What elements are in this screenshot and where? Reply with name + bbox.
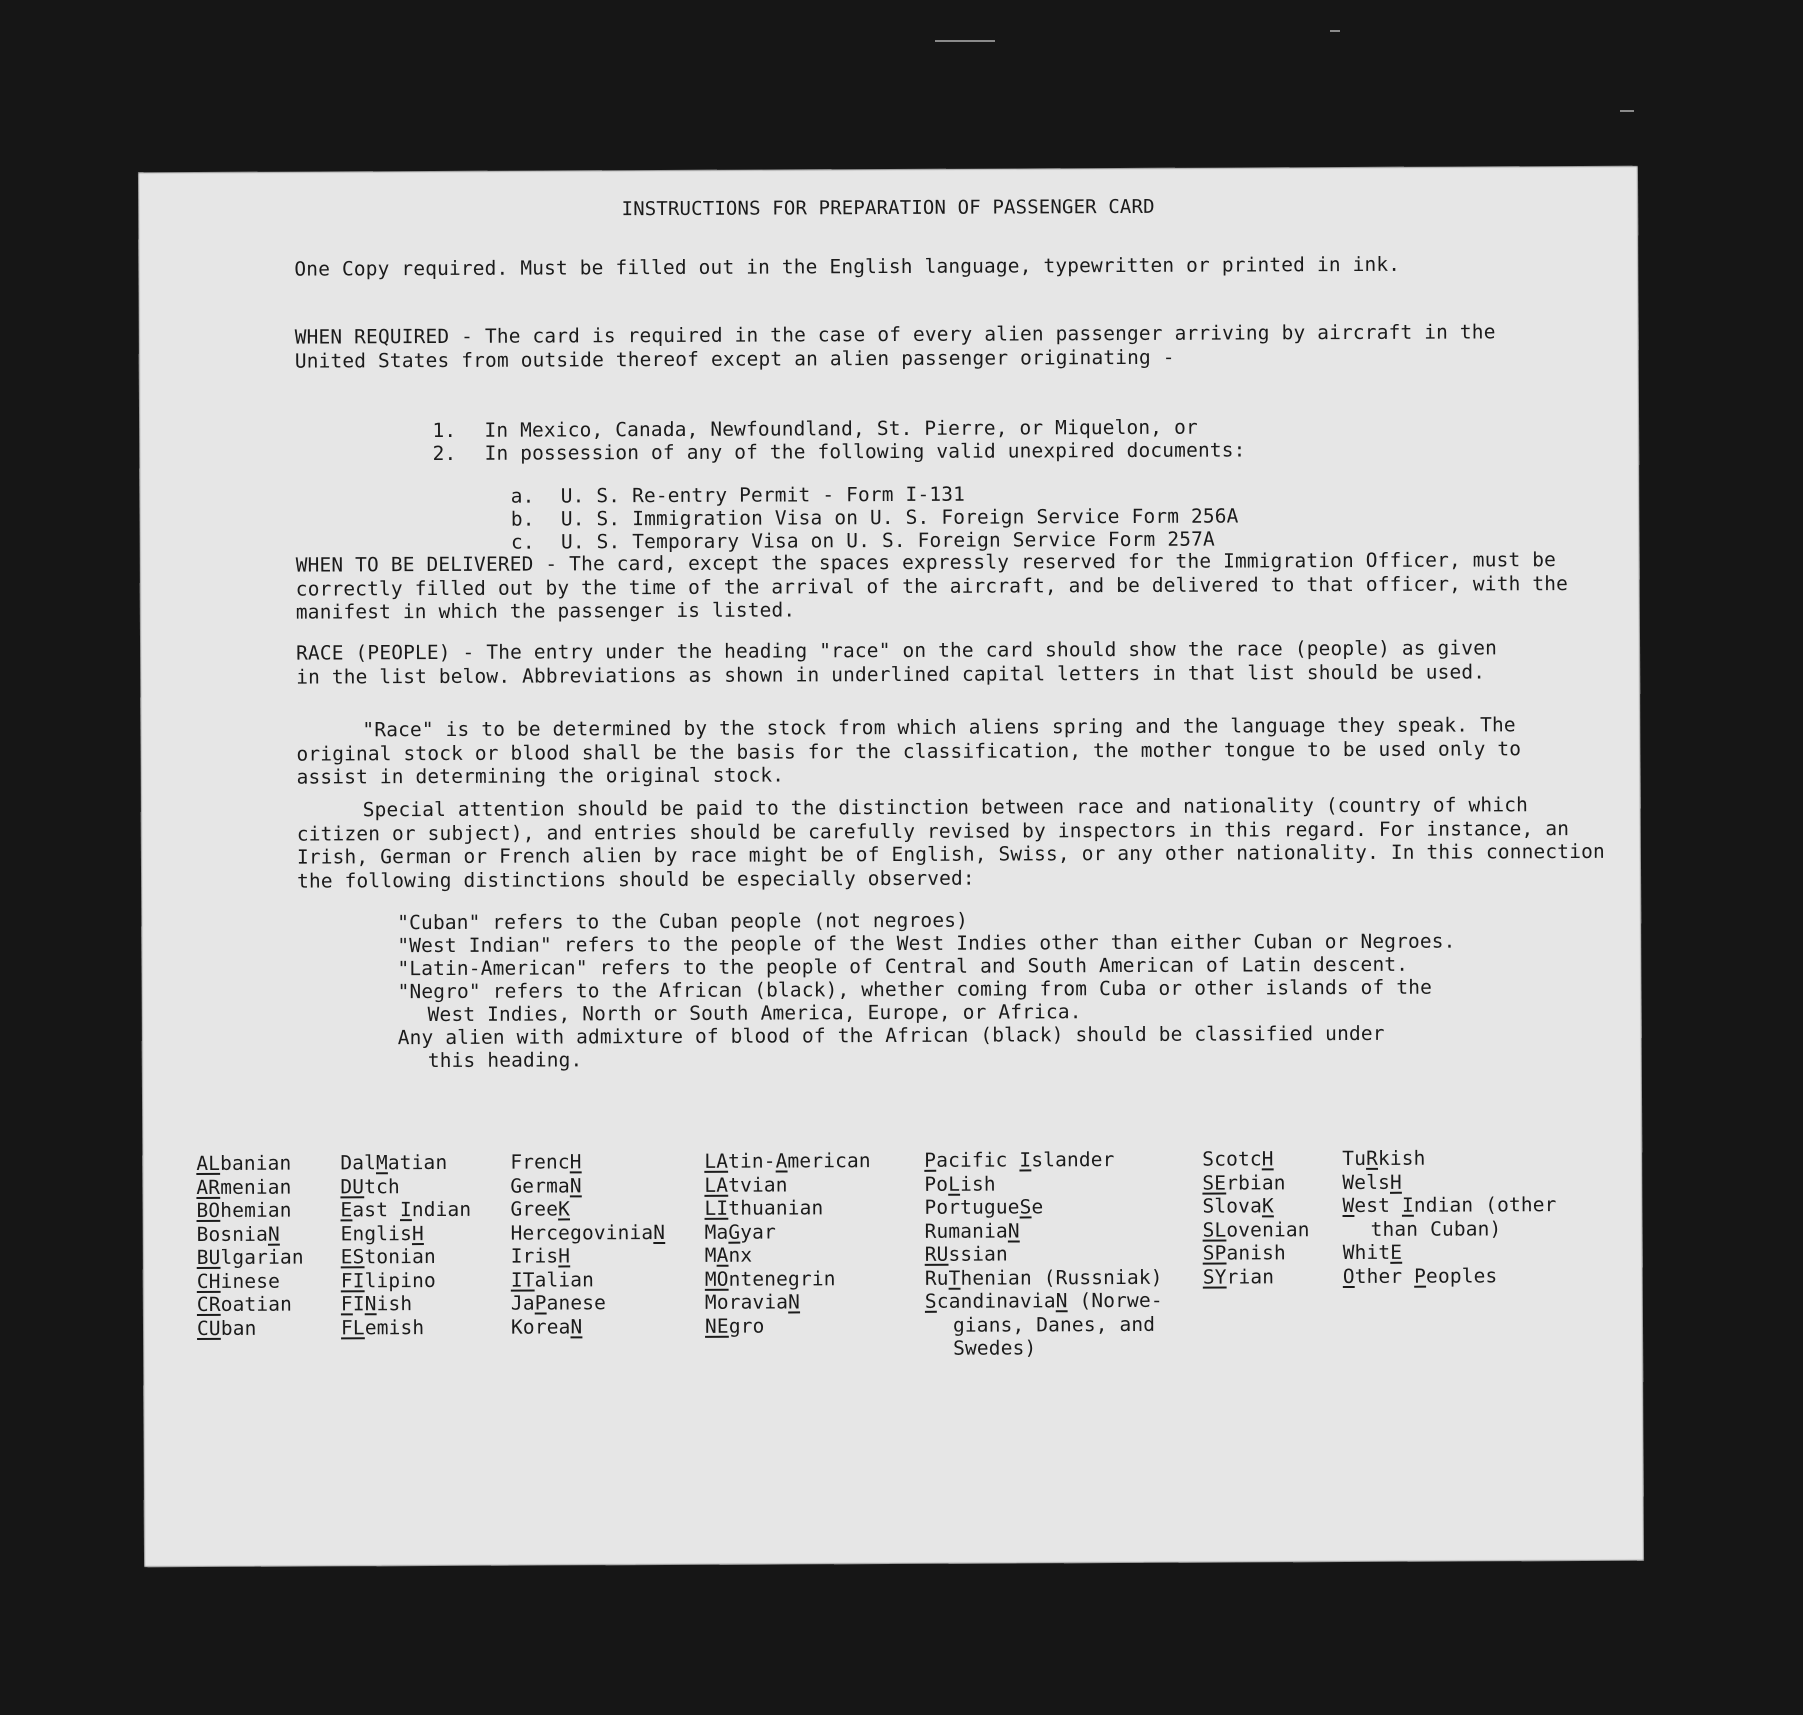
distinction-line: "Negro" refers to the African (black), whether coming from Cuba or other islands of the <box>397 975 1433 1004</box>
race-name-part: Moravia <box>704 1290 789 1314</box>
race-entry <box>704 1173 871 1197</box>
race-entry <box>705 1314 872 1338</box>
document-letter: b. <box>510 507 535 531</box>
race-column-6 <box>1202 1147 1310 1288</box>
race-abbreviation: N <box>569 1173 582 1197</box>
race-entry <box>924 1195 1162 1220</box>
race-entry <box>197 1316 304 1340</box>
distinction-line: West Indies, North or South America, Europe, or Africa. <box>427 1000 1082 1027</box>
race-name-part: ish <box>960 1172 996 1196</box>
race-name-part: ndian <box>411 1197 472 1222</box>
race-name-part: anish <box>1226 1241 1286 1265</box>
race-name-part: tonian <box>364 1244 436 1269</box>
document-text: U. S. Immigration Visa on U. S. Foreign Service Form 256A <box>560 503 1239 530</box>
race-name-part: est <box>1354 1193 1402 1217</box>
scan-mark <box>1620 110 1634 112</box>
race-name-part: oatian <box>220 1292 293 1316</box>
race-entry <box>196 1152 303 1176</box>
race-abbreviation: BO <box>196 1198 221 1223</box>
race-name-part: Ja <box>510 1291 535 1315</box>
race-abbreviation: LA <box>704 1149 729 1173</box>
race-entry <box>1202 1171 1309 1195</box>
race-entry <box>340 1174 471 1198</box>
race-entry <box>1343 1240 1557 1264</box>
race-abbreviation: L <box>948 1172 961 1196</box>
race-abbreviation: H <box>1261 1147 1274 1171</box>
race-entry <box>1343 1264 1557 1288</box>
race-column-2 <box>340 1151 472 1340</box>
race-name-part: ssian <box>948 1242 1008 1266</box>
race-abbreviation: H <box>569 1150 582 1174</box>
race-abbreviation: I <box>399 1198 412 1222</box>
race-column-7 <box>1342 1146 1557 1288</box>
race-entry-continuation: Swedes) <box>953 1336 1037 1360</box>
race-abbreviation: SE <box>1202 1171 1227 1195</box>
race-abbreviation: SP <box>1202 1241 1227 1265</box>
race-name-part: Hercegovinia <box>510 1220 654 1245</box>
race-name-part: ban <box>220 1316 257 1340</box>
race-name-part: Ru <box>924 1266 949 1290</box>
race-definition-paragraph: "Race" is to be determined by the stock from which aliens spring and the language they speak. The original stock or blood shall be the basis for the classification, the mother tongue to be used only to assist in determining the original stock. <box>296 713 1522 789</box>
scan-mark <box>1330 30 1340 32</box>
race-entry <box>704 1149 871 1173</box>
race-abbreviation: G <box>728 1220 741 1244</box>
exception-number: 2. <box>432 441 457 465</box>
race-name-part: Rumania <box>924 1218 1008 1243</box>
race-abbreviation: N <box>267 1222 280 1246</box>
race-name-part: gro <box>728 1314 765 1338</box>
scan-mark <box>935 40 995 42</box>
race-entry <box>511 1220 666 1244</box>
race-name-part: menian <box>220 1175 292 1199</box>
race-name-part: Bosnia <box>196 1222 268 1246</box>
race-name-part: inese <box>220 1269 281 1293</box>
exception-number: 1. <box>432 418 457 442</box>
race-name-part: e <box>1031 1195 1044 1219</box>
race-entry <box>925 1265 1163 1290</box>
race-abbreviation: LA <box>704 1173 729 1197</box>
race-column-5 <box>924 1148 1163 1361</box>
document-page <box>138 166 1644 1568</box>
race-entry <box>1202 1194 1309 1218</box>
race-abbreviation: SL <box>1202 1218 1227 1242</box>
race-entry <box>341 1315 472 1339</box>
race-entry <box>704 1196 871 1220</box>
race-entry <box>341 1245 472 1269</box>
race-entry <box>1203 1241 1310 1265</box>
race-entry <box>1202 1147 1309 1171</box>
race-abbreviation: I <box>1401 1193 1414 1217</box>
race-abbreviation: DU <box>340 1174 365 1198</box>
race-abbreviation: N <box>1007 1218 1020 1242</box>
race-name-part: anese <box>546 1291 607 1315</box>
race-abbreviation: P <box>924 1148 937 1172</box>
race-abbreviation: M <box>375 1151 388 1175</box>
document-text: U. S. Re-entry Permit - Form I-131 <box>560 482 966 507</box>
race-name-part: acific <box>936 1148 1020 1172</box>
race-entry <box>340 1198 471 1222</box>
race-name-part: atian <box>387 1150 448 1175</box>
race-abbreviation: K <box>1261 1194 1274 1218</box>
race-abbreviation: FL <box>340 1315 365 1339</box>
race-abbreviation: T <box>948 1266 961 1290</box>
race-abbreviation: A <box>775 1149 788 1173</box>
race-name-part: lipino <box>364 1268 436 1292</box>
race-abbreviation: H <box>1389 1170 1402 1194</box>
race-entry <box>196 1175 303 1199</box>
race-entry <box>341 1292 472 1316</box>
race-abbreviation: N <box>364 1292 377 1316</box>
race-entry <box>924 1171 1162 1196</box>
race-name-part: tvian <box>728 1172 788 1197</box>
distinction-line: "West Indian" refers to the people of the West Indies other than either Cuban or Negroes. <box>397 929 1456 958</box>
race-abbreviation: E <box>340 1198 353 1222</box>
special-attention-paragraph: Special attention should be paid to the distinction between race and nationality (country of which citizen or subject), and entries should be carefully revised by inspectors in this regard. For instance, an Irish, German or French alien by race might be of English, Swiss, or any other nationality. In this connection the following distinctions should be especially observed: <box>296 793 1605 893</box>
race-name-part: I <box>352 1292 365 1316</box>
race-name-part: Tu <box>1342 1146 1367 1171</box>
race-name-part: Frenc <box>510 1150 570 1174</box>
document-letter: a. <box>510 484 535 508</box>
race-name-part: eoples <box>1425 1263 1498 1288</box>
race-name-part: Wels <box>1342 1170 1390 1194</box>
race-entry <box>340 1151 471 1175</box>
race-entry <box>196 1199 303 1223</box>
race-heading-paragraph: RACE (PEOPLE) - The entry under the heading "race" on the card should show the race (people) as given in the list below. Abbreviations as shown in underlined capital letters in that list should be used. <box>296 636 1497 689</box>
race-name-part: Dal <box>340 1151 377 1175</box>
race-entry <box>925 1289 1163 1314</box>
race-name-part: nx <box>728 1243 753 1267</box>
race-name-part: Ma <box>704 1220 729 1244</box>
race-name-part: merican <box>787 1149 871 1173</box>
race-abbreviation: I <box>1019 1148 1032 1172</box>
race-name-part: banian <box>220 1151 292 1175</box>
race-entry <box>925 1242 1163 1267</box>
race-name-part: Scotc <box>1202 1147 1262 1171</box>
race-entry <box>510 1150 665 1174</box>
race-name-part: tch <box>364 1174 400 1198</box>
distinction-line: "Cuban" refers to the Cuban people (not negroes) <box>397 908 969 935</box>
race-abbreviation: BU <box>196 1245 221 1270</box>
race-name-part: Slova <box>1202 1194 1262 1218</box>
race-abbreviation: E <box>1390 1240 1403 1264</box>
race-abbreviation: W <box>1342 1193 1355 1218</box>
race-name-part: rbian <box>1226 1170 1286 1195</box>
race-entry <box>197 1293 304 1317</box>
race-name-part: Po <box>924 1172 949 1196</box>
race-entry-continuation: than Cuban) <box>1370 1216 1502 1241</box>
race-entry <box>705 1243 872 1267</box>
race-abbreviation: N <box>653 1220 666 1244</box>
race-abbreviation: N <box>570 1314 583 1338</box>
race-name-part: M <box>704 1243 717 1267</box>
race-name-part: slander <box>1031 1148 1115 1172</box>
race-abbreviation: CH <box>196 1269 221 1293</box>
race-entry <box>197 1246 304 1270</box>
race-entry <box>510 1197 665 1221</box>
race-abbreviation: P <box>1414 1264 1427 1288</box>
race-name-part: tin- <box>728 1149 776 1173</box>
race-name-part: (Norwe- <box>1067 1288 1163 1313</box>
race-abbreviation: MO <box>704 1267 729 1291</box>
race-entry <box>705 1220 872 1244</box>
intro-paragraph: One Copy required. Must be filled out in the English language, typewritten or printed in ink. <box>294 252 1401 281</box>
race-abbreviation: N <box>1055 1289 1068 1313</box>
document-text: U. S. Temporary Visa on U. S. Foreign Service Form 257A <box>560 527 1215 553</box>
race-abbreviation: H <box>558 1244 571 1268</box>
race-name-part: alian <box>534 1267 595 1292</box>
race-name-part: candinavia <box>936 1289 1056 1313</box>
race-abbreviation: LI <box>704 1196 729 1220</box>
race-name-part: ther <box>1354 1264 1415 1288</box>
race-abbreviation: SY <box>1202 1265 1227 1289</box>
race-entry <box>197 1269 304 1293</box>
race-abbreviation: F <box>340 1292 353 1316</box>
race-name-part: henian (Russniak) <box>960 1265 1163 1290</box>
race-entry <box>341 1221 472 1245</box>
race-name-part: ovenian <box>1226 1217 1310 1242</box>
race-name-part: Korea <box>510 1314 571 1339</box>
exception-text: In Mexico, Canada, Newfoundland, St. Pierre, or Miquelon, or <box>484 415 1198 442</box>
race-name-part: lgarian <box>220 1245 304 1269</box>
race-name-part: Gree <box>510 1197 559 1221</box>
race-entry <box>705 1267 872 1291</box>
race-name-part: ish <box>376 1292 413 1316</box>
race-abbreviation: AL <box>196 1151 221 1176</box>
race-entry-continuation: gians, Danes, and <box>952 1312 1156 1337</box>
document-body <box>138 166 1644 1568</box>
race-name-part: ntenegrin <box>728 1266 836 1291</box>
race-name-part: emish <box>364 1315 425 1339</box>
race-entry <box>925 1218 1163 1243</box>
race-abbreviation: A <box>716 1243 729 1267</box>
race-name-part: Iris <box>510 1244 559 1268</box>
race-entry <box>1203 1218 1310 1242</box>
race-entry <box>341 1268 472 1292</box>
race-entry <box>924 1148 1162 1173</box>
race-name-part: ast <box>352 1198 400 1222</box>
race-abbreviation: CR <box>196 1292 221 1317</box>
race-entry <box>511 1267 666 1291</box>
exception-text: In possession of any of the following valid unexpired documents: <box>484 437 1246 465</box>
race-entry <box>1342 1146 1556 1170</box>
race-abbreviation: ES <box>340 1245 365 1269</box>
race-abbreviation: K <box>558 1197 570 1221</box>
race-name-part: Germa <box>510 1173 570 1198</box>
race-abbreviation: S <box>1019 1195 1032 1219</box>
race-name-part: Portugue <box>924 1195 1020 1219</box>
race-name-part: Englis <box>340 1221 412 1245</box>
race-abbreviation: O <box>1342 1264 1355 1288</box>
race-column-1 <box>196 1152 304 1340</box>
race-abbreviation: RU <box>924 1242 949 1266</box>
race-name-part: kish <box>1377 1146 1426 1170</box>
race-abbreviation: S <box>924 1289 937 1313</box>
distinction-line: this heading. <box>427 1048 583 1073</box>
when-delivered-paragraph: WHEN TO BE DELIVERED - The card, except the spaces expressly reserved for the Immigration Officer, must be correctly filled out by the time of the arrival of the aircraft, and be delivered to that officer, with the manifest in which the passenger is listed. <box>295 548 1569 624</box>
race-abbreviation: FI <box>340 1268 365 1292</box>
distinction-line: Any alien with admixture of blood of the African (black) should be classified under <box>397 1021 1385 1050</box>
race-column-4 <box>704 1149 871 1338</box>
race-entry <box>1342 1193 1556 1217</box>
race-abbreviation: H <box>411 1221 424 1245</box>
when-required-paragraph: WHEN REQUIRED - The card is required in the case of every alien passenger arriving by aircraft in the United States from outside thereof except an alien passenger originating - <box>294 320 1496 373</box>
race-name-part: thuanian <box>728 1196 824 1220</box>
race-abbreviation: R <box>1366 1146 1379 1170</box>
race-name-part: Whit <box>1342 1240 1391 1265</box>
race-column-3 <box>510 1150 665 1339</box>
race-entry <box>511 1314 666 1338</box>
race-entry <box>1342 1170 1556 1194</box>
race-entry <box>511 1291 666 1315</box>
race-abbreviation: AR <box>196 1175 221 1199</box>
page-title: INSTRUCTIONS FOR PREPARATION OF PASSENGER CARD <box>621 195 1155 221</box>
race-abbreviation: NE <box>704 1314 729 1338</box>
race-entry <box>705 1290 872 1314</box>
race-name-part: rian <box>1226 1264 1275 1289</box>
race-entry <box>510 1173 665 1197</box>
race-abbreviation: N <box>788 1290 801 1314</box>
race-name-part: yar <box>740 1220 776 1244</box>
race-abbreviation: CU <box>196 1316 221 1340</box>
document-letter: c. <box>510 530 535 554</box>
race-entry <box>1203 1265 1310 1289</box>
race-abbreviation: IT <box>510 1268 535 1292</box>
distinction-line: "Latin-American" refers to the people of Central and South American of Latin descent. <box>397 952 1409 981</box>
race-name-part: hemian <box>220 1198 292 1222</box>
race-abbreviation: P <box>534 1291 547 1315</box>
race-entry <box>511 1244 666 1268</box>
race-entry <box>197 1222 304 1246</box>
race-name-part: ndian (other <box>1413 1193 1557 1217</box>
